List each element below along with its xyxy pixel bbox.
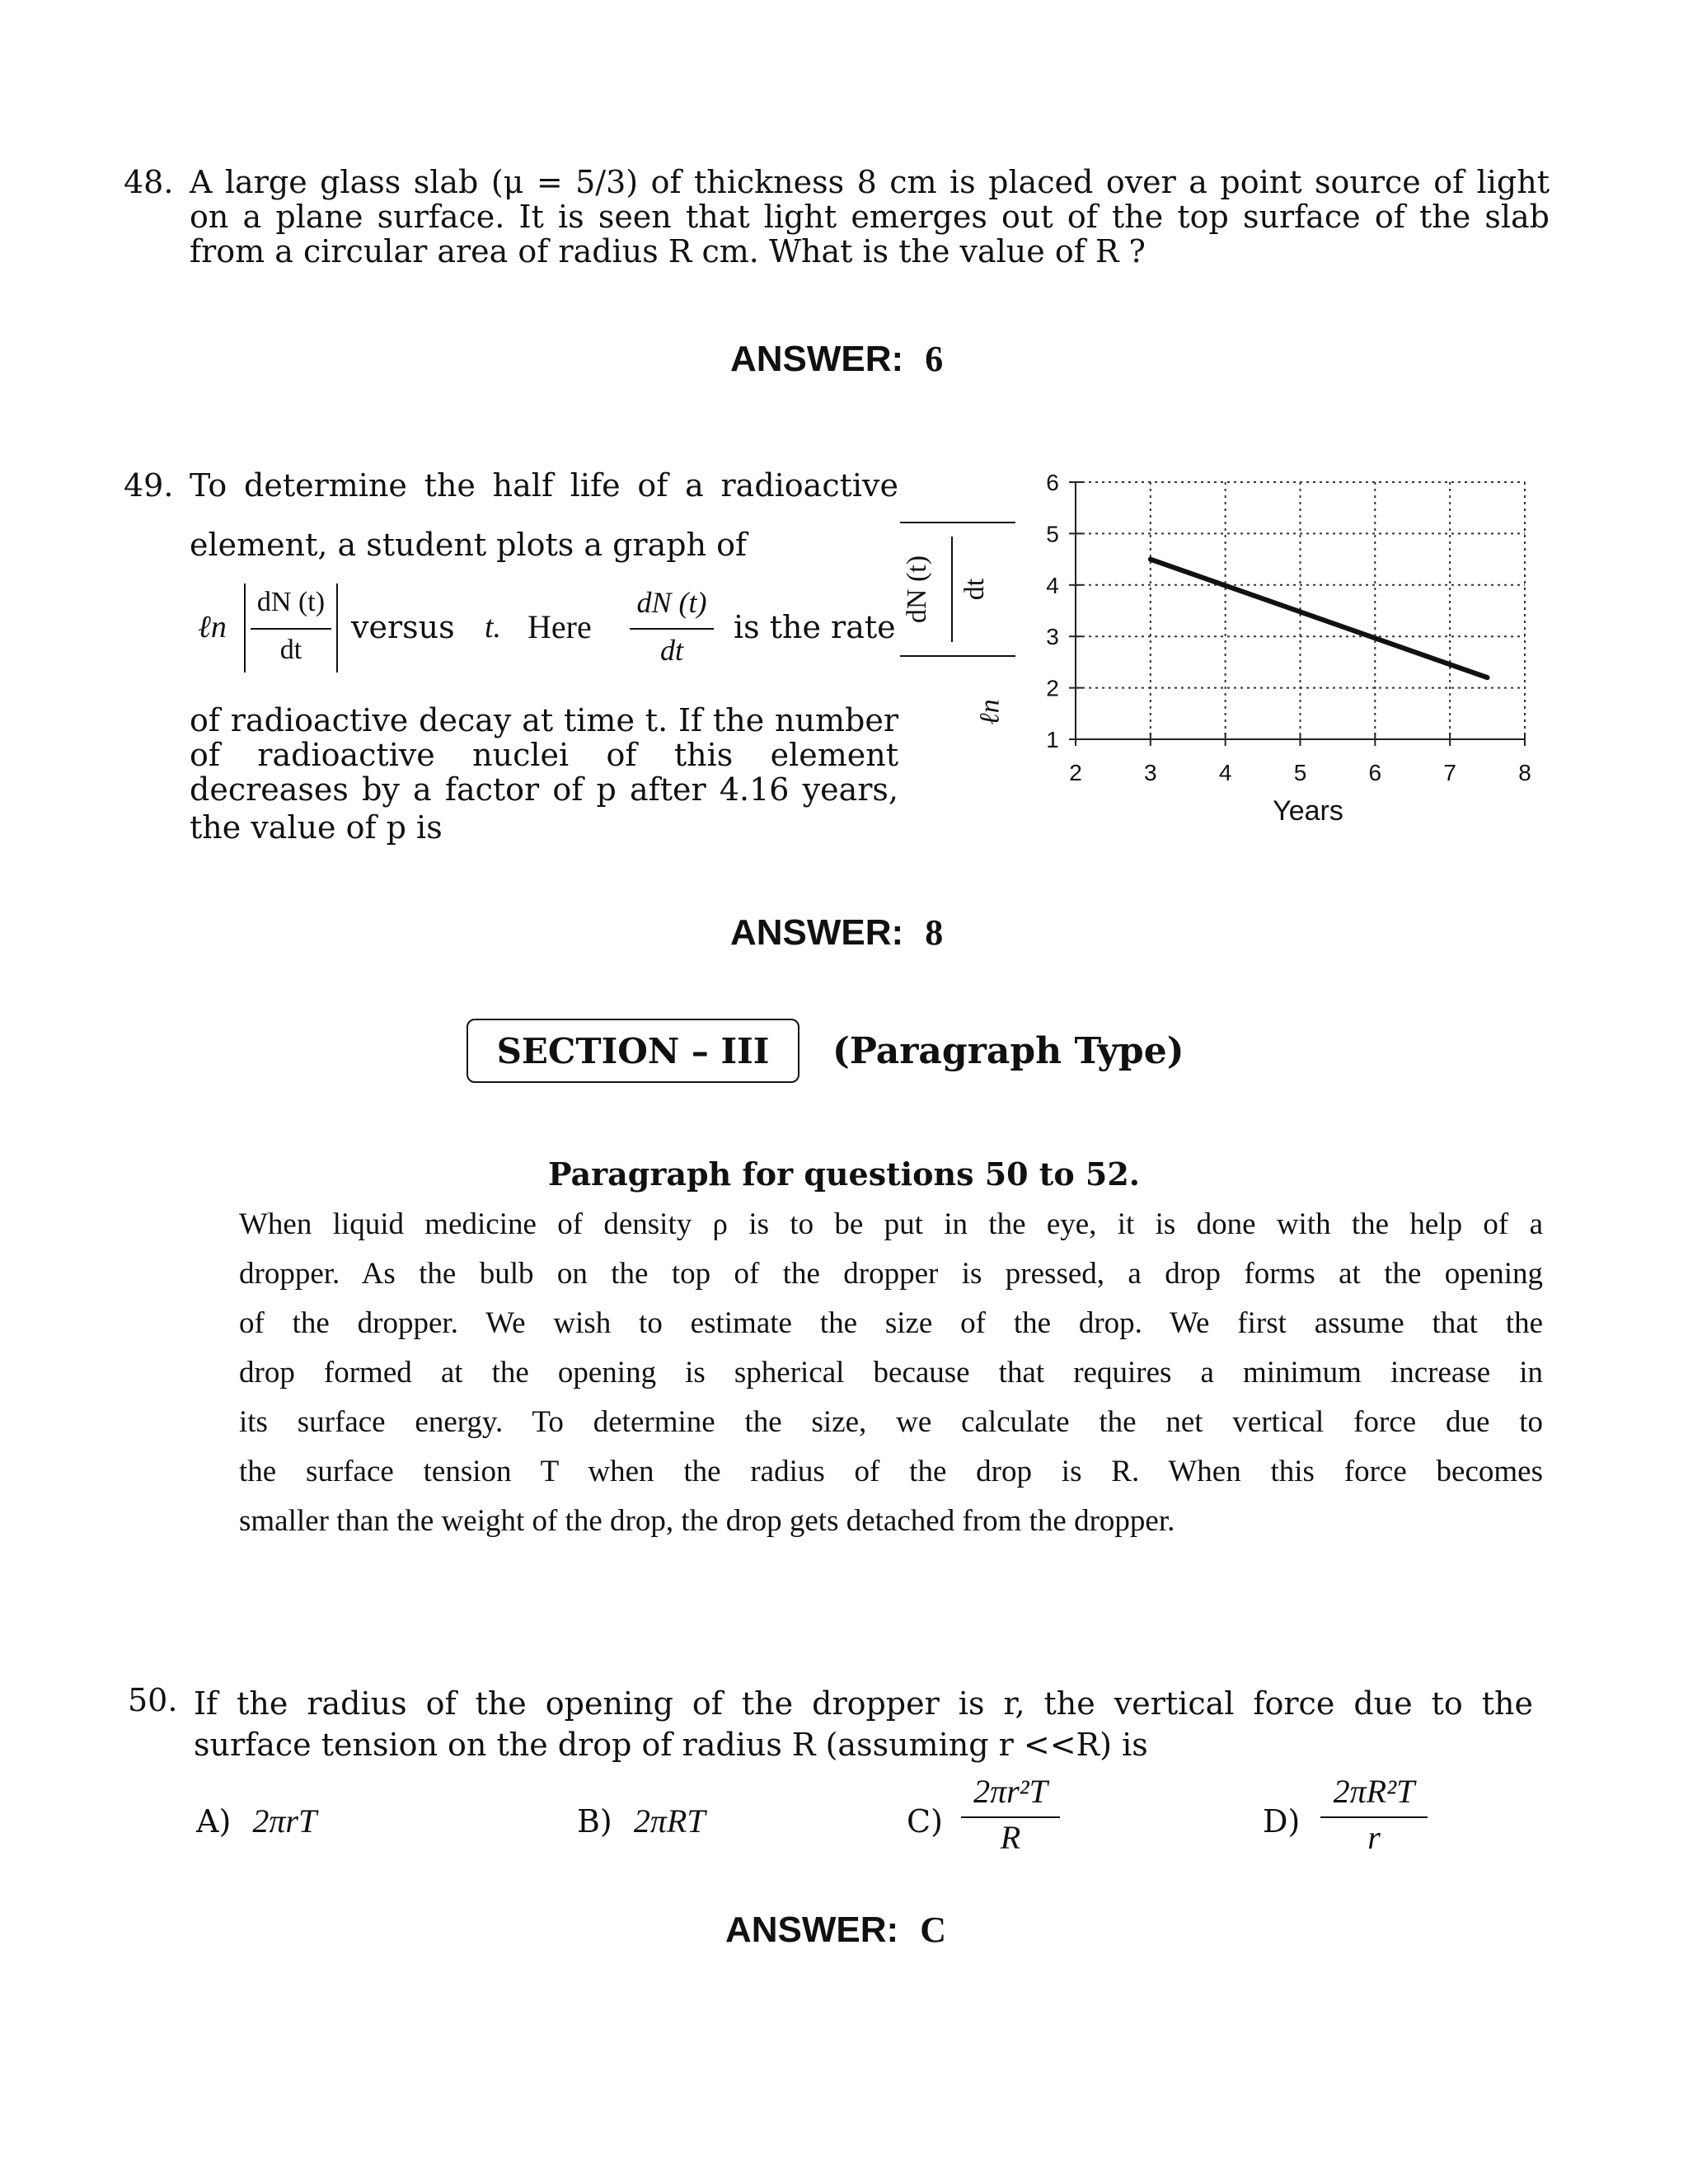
question-49 [124,468,898,847]
chart-ticks [1046,470,1531,785]
fraction-denominator: dt [659,634,683,667]
paragraph-body [239,1200,1543,1546]
paragraph-line: its surface energy. To determine the size, we calculate the net vertical force due to [239,1405,1543,1439]
ln-symbol: ℓn [974,699,1006,725]
y-tick-label: 6 [1046,470,1059,495]
x-tick-label: 6 [1368,760,1382,785]
question-number: 48. [124,164,174,200]
fraction-numerator: 2πr²T [973,1773,1048,1810]
y-tick-label: 3 [1046,624,1059,650]
answer-48 [730,338,943,380]
x-tick-label: 7 [1443,760,1456,785]
paragraph-line: dropper. As the bulb on the top of the dropper is pressed, a drop forms at the opening [239,1257,1543,1291]
question-48 [124,165,1550,272]
option-label: D) [1263,1803,1301,1840]
option-text: 2πrT [252,1802,317,1840]
fraction-numerator: 2πR²T [1333,1773,1415,1810]
option-fraction [1320,1772,1428,1857]
x-tick-label: 3 [1144,760,1157,785]
paragraph-line: smaller than the weight of the drop, the drop gets detached from the dropper. [239,1504,1175,1538]
fraction-numerator: dN (t) [902,555,932,624]
option-label: B) [577,1803,612,1840]
answer-label: ANSWER: [730,339,904,379]
y-tick-label: 5 [1046,521,1059,547]
rate-fraction [626,583,717,673]
question-line: To determine the half life of a radioactive [190,467,898,504]
paragraph-line: of the dropper. We wish to estimate the size of the drop. We first assume that the [239,1306,1543,1340]
question-body-continued [190,703,898,845]
question-line: element, a student plots a graph of [190,527,748,563]
fraction-denominator: R [1000,1819,1021,1856]
option-a[interactable] [196,1802,316,1840]
formula-line [198,583,898,674]
versus-text: versus [351,609,455,645]
chart-series [1151,560,1488,678]
paragraph-line: drop formed at the opening is spherical because that requires a minimum increase in [239,1356,1543,1390]
section-type: (Paragraph Type) [832,1030,1184,1072]
fraction-denominator: dt [279,635,302,665]
question-line: of radioactive nuclei of this element [190,737,898,773]
question-number: 49. [124,467,174,504]
question-number: 50. [128,1682,178,1718]
answer-value: 8 [925,912,944,953]
answer-value: C [920,1910,946,1950]
question-line: A large glass slab (μ = 5/3) of thickness 8 cm is placed over a point source of light [190,164,1550,200]
question-50 [128,1683,1533,1765]
answer-value: 6 [925,339,944,379]
x-tick-label: 8 [1518,760,1531,785]
option-label: C) [907,1803,943,1840]
option-fraction [961,1772,1060,1857]
fraction-numerator: dN (t) [256,587,326,617]
question-line: the value of p is [190,809,443,846]
decay-chart [898,457,1558,845]
paragraph-line: the surface tension T when the radius of the drop is R. When this force becomes [239,1455,1543,1488]
answer-49 [730,912,943,954]
x-axis-label: Years [1273,795,1343,827]
x-tick-label: 2 [1069,760,1082,785]
option-d[interactable] [1263,1772,1444,1863]
option-c[interactable] [907,1772,1071,1863]
rate-text: is the rate [734,609,896,645]
question-line: from a circular area of radius R cm. What is the value of R ? [190,233,1146,269]
here-text: Here [528,608,592,645]
y-tick-label: 1 [1046,727,1059,752]
fraction-denominator: dt [959,578,990,601]
answer-50 [725,1909,946,1951]
y-tick-label: 2 [1046,675,1059,701]
option-label: A) [196,1803,232,1840]
ln-symbol: ℓn [198,610,227,644]
question-line: If the radius of the opening of the dropper is r, the vertical force due to the [194,1685,1533,1722]
question-line: on a plane surface. It is seen that light emerges out of the top surface of the slab [190,199,1550,235]
section-title: SECTION – III [496,1031,770,1071]
option-text: 2πRT [633,1802,706,1840]
t-variable: t. [485,610,502,644]
answer-label: ANSWER: [725,1910,899,1950]
paragraph-heading: Paragraph for questions 50 to 52. [547,1155,1141,1193]
question-line: surface tension on the drop of radius R (assuming r <<R) is [194,1727,1148,1763]
x-tick-label: 4 [1218,760,1232,785]
question-line: decreases by a factor of p after 4.16 years, [190,771,898,808]
y-tick-label: 4 [1046,572,1059,598]
chart-plot [898,457,1558,845]
series-line [1151,560,1488,678]
paragraph-line: When liquid medicine of density ρ is to be put in the eye, it is done with the help of a [239,1207,1543,1241]
question-line: of radioactive decay at time t. If the number [190,702,898,738]
absolute-value-fraction [244,583,338,673]
fraction-numerator: dN (t) [636,586,707,619]
option-b[interactable] [577,1802,706,1840]
x-tick-label: 5 [1293,760,1307,785]
fraction-denominator: r [1367,1819,1381,1856]
answer-label: ANSWER: [730,912,904,953]
section-box [467,1019,799,1083]
